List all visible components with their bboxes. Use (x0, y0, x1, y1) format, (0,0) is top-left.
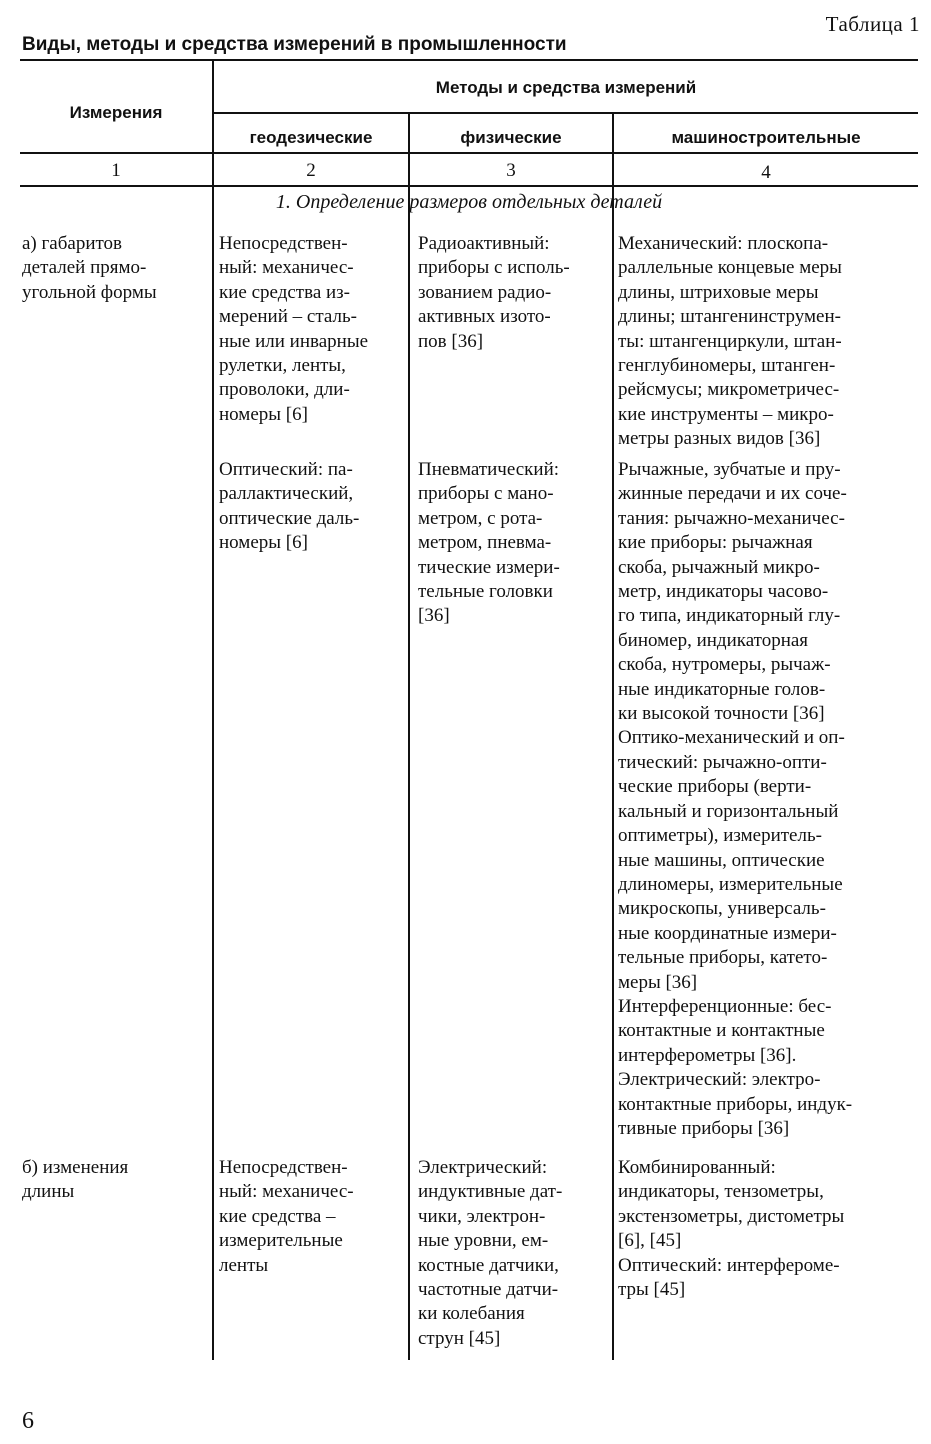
page-number: 6 (22, 1408, 34, 1434)
header-geodetic: геодезические (249, 128, 373, 147)
row-a-mechanical-levers: Рычажные, зубчатые и пру- жинные передачи и их соче- тания: рычажно-механичес- кие приборы: рычажная скоба, рычажный микро- метр, индикаторы часово- го типа, индикаторный глу- биномер, индикаторная скоба, нутромеры, рычаж- ные индикаторные голов- ки высокой точности [36] Оптико-механический и оп- тический: рычажно-опти- ческие приборы (верти- кальный и горизонтальный оптиметры), измеритель- ные машины, оптические длиномеры, измерительные микроскопы, универсаль- ные координатные измери- тельные приборы, катето- меры [36] Интерференционные: бес- контактные и контактные интерферометры [36]. Электрический: электро- контактные приборы, индук- тивные приборы [36] (618, 459, 853, 1139)
row-b-mechanical: Комбинированный: индикаторы, тензометры, экстензометры, дистометры [6], [45] Оптический: интерфероме- тры [45] (618, 1157, 845, 1301)
column-number-4: 4 (761, 162, 771, 183)
rule-col-1-2 (212, 60, 214, 1360)
row-a-physical-radioactive: Радиоактивный: приборы с исполь- зованием радио- активных изото- пов [36] (418, 233, 570, 352)
row-b-measurement: б) изменения длины (22, 1157, 129, 1203)
header-measurements: Измерения (69, 103, 163, 122)
row-b-physical: Электрический: индуктивные дат- чики, электрон- ные уровни, ем- костные датчики, частотные датчи- ки колебания струн [45] (418, 1157, 563, 1349)
rule-top (20, 59, 918, 61)
table-caption: Виды, методы и средства измерений в промышленности (22, 34, 567, 55)
header-physical: физические (460, 128, 562, 147)
row-a-geodetic-optical: Оптический: па- раллактический, оптические даль- номеры [6] (219, 459, 360, 554)
column-number-2: 2 (306, 160, 316, 181)
header-mechanical-engineering: машиностроительные (671, 128, 861, 147)
rule-numbers-bottom (20, 185, 918, 187)
column-number-1: 1 (111, 160, 121, 181)
row-b-geodetic: Непосредствен- ный: механичес- кие средства – измерительные ленты (219, 1157, 354, 1276)
row-a-mechanical: Механический: плоскопа- раллельные концевые меры длины, штриховые меры длины; штангенинструмен- ты: штангенциркули, штан- генглубиномеры, штанген- рейсмусы; микрометричес- кие инструменты – микро- метры разных видов [36] (618, 233, 842, 450)
rule-col-3-4 (612, 113, 614, 1360)
row-a-physical-pneumatic: Пневматический: приборы с мано- метром, с рота- метром, пневма- тические измери- тельные головки [36] (418, 459, 560, 627)
table-label: Таблица 1 (825, 12, 920, 36)
rule-header-bottom (20, 152, 918, 154)
rule-methods-under (214, 112, 918, 114)
row-a-geodetic-direct: Непосредствен- ный: механичес- кие средства из- мерений – сталь- ные или инварные рулетки, ленты, проволоки, дли- номеры [6] (219, 233, 369, 425)
rule-col-2-3 (408, 113, 410, 1360)
column-number-3: 3 (506, 160, 516, 181)
header-methods-and-means: Методы и средства измерений (435, 78, 697, 97)
row-a-measurement: а) габаритов деталей прямо- угольной формы (22, 233, 157, 303)
section-title: 1. Определение размеров отдельных деталей (275, 191, 663, 213)
